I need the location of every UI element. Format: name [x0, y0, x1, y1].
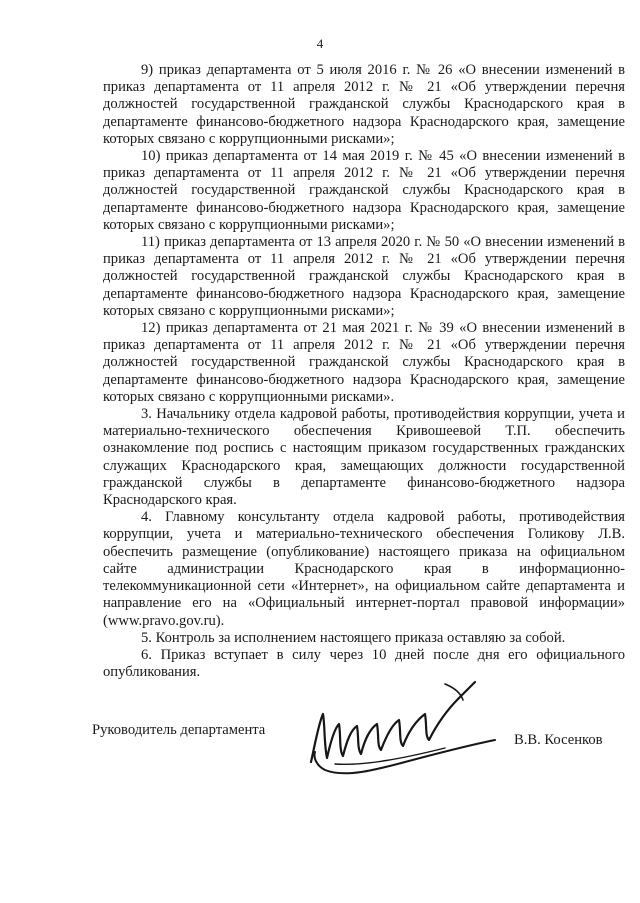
paragraph-item-10: 10) приказ департамента от 14 мая 2019 г. № 45 «О внесении изменений в приказ департамента от 11 апреля 2012 г. № 21 «Об утверждении перечня должностей государственной гражданской службы Краснодарского края в департаменте финансово-бюджетного надзора Краснодарского края, замещение которых связано с коррупционными рисками»; — [103, 148, 625, 233]
paragraph-item-11: 11) приказ департамента от 13 апреля 2020 г. № 50 «О внесении изменений в приказ департамента от 11 апреля 2012 г. № 21 «Об утверждении перечня должностей государственной гражданской службы Краснодарского края в департаменте финансово-бюджетного надзора Краснодарского края, замещение которых связано с коррупционными рисками»; — [103, 234, 625, 319]
document-body — [103, 62, 625, 681]
signatory-name: В.В. Косенков — [514, 732, 603, 748]
signatory-title: Руководитель департамента — [92, 722, 266, 738]
paragraph-clause-5: 5. Контроль за исполнением настоящего приказа оставляю за собой. — [141, 629, 566, 646]
paragraph-clause-3: 3. Начальнику отдела кадровой работы, противодействия коррупции, учета и материально-технического обеспечения Кривошеевой Т.П. обеспечить ознакомление под роспись с настоящим приказом государственных гражданских служащих Краснодарского края, замещающих должности государственной гражданской службы в департаменте финансово-бюджетного надзора Краснодарского края. — [103, 406, 625, 509]
paragraph-item-9: 9) приказ департамента от 5 июля 2016 г. № 26 «О внесении изменений в приказ департамента от 11 апреля 2012 г. № 21 «Об утверждении перечня должностей государственной гражданской службы Краснодарского края в департаменте финансово-бюджетного надзора Краснодарского края, замещение которых связано с коррупционными рисками»; — [103, 62, 625, 147]
paragraph-item-12: 12) приказ департамента от 21 мая 2021 г. № 39 «О внесении изменений в приказ департамента от 11 апреля 2012 г. № 21 «Об утверждении перечня должностей государственной гражданской службы Краснодарского края в департаменте финансово-бюджетного надзора Краснодарского края, замещение которых связано с коррупционными рисками». — [103, 320, 625, 405]
page-number: 4 — [316, 36, 324, 51]
handwritten-signature — [305, 674, 505, 784]
paragraph-clause-4: 4. Главному консультанту отдела кадровой работы, противодействия коррупции, учета и материально-технического обеспечения Голикову Л.В. обеспечить размещение (опубликование) настоящего приказа на официальном сайте администрации Краснодарского края в информационно-телекоммуникационной сети «Интернет», на официальном сайте департамента и направление его на «Официальный интернет-портал правовой информации» (www.pravo.gov.ru). — [103, 509, 625, 629]
paragraph-clause-6: 6. Приказ вступает в силу через 10 дней после дня его официального опубликования. — [103, 646, 625, 681]
